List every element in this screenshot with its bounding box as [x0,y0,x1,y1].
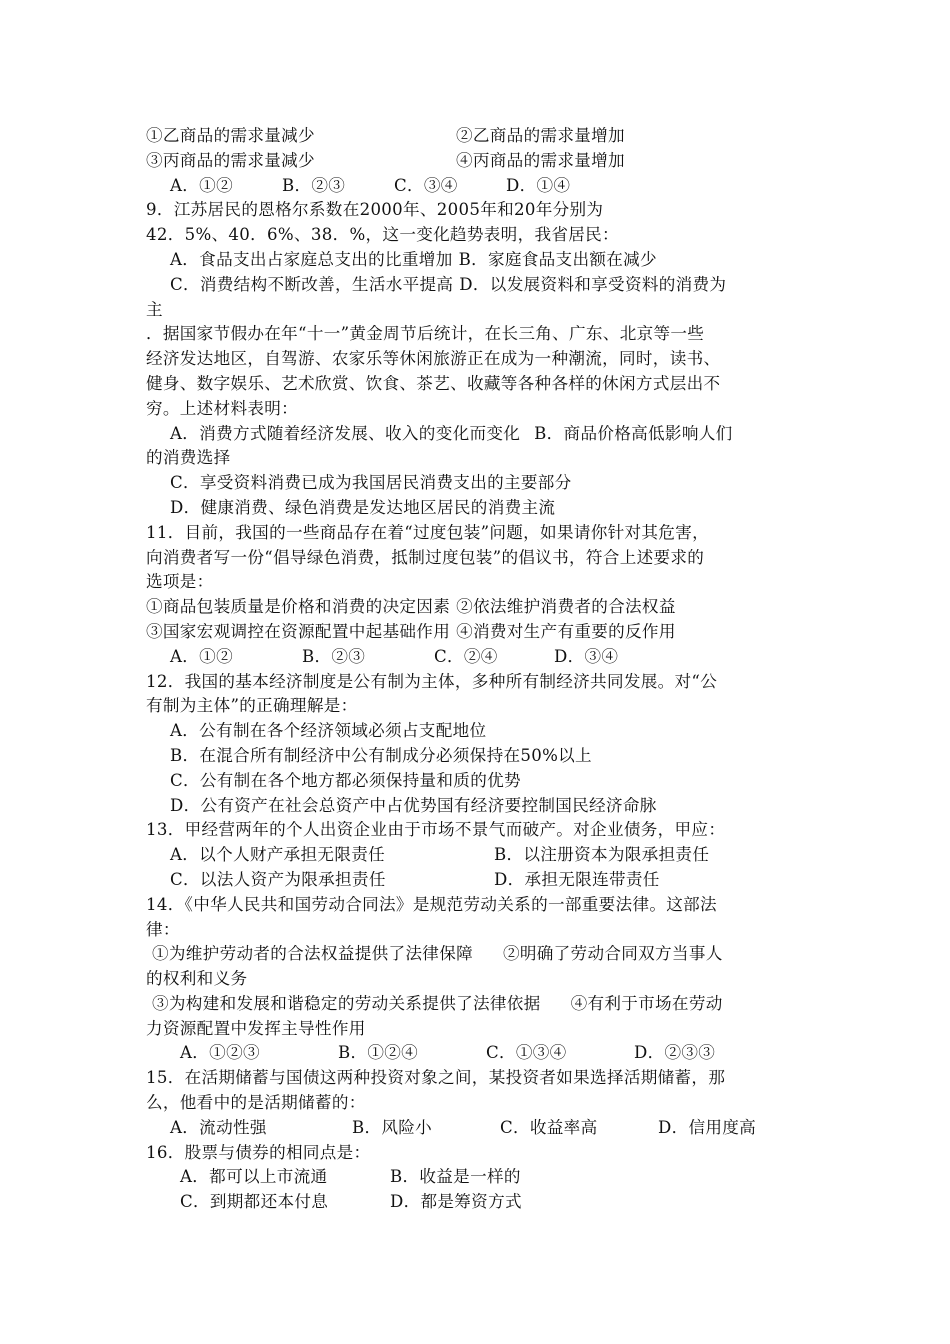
q10-option-b: B．商品价格高低影响人们 [534,423,733,443]
q11-option-2: ②依法维护消费者的合法权益 [456,597,676,617]
q9-stem-line2: 42．5%、40．6%、38．%，这一变化趋势表明，我省居民： [146,225,619,245]
q14-choice-d: D．②③③ [634,1043,716,1063]
q8-choice-d: D．①④ [506,175,571,195]
q14-choice-c: C．①③④ [486,1043,567,1063]
q16-option-b: B．收益是一样的 [390,1167,521,1187]
q14-option-1: ①为维护劳动者的合法权益提供了法律保障 [152,944,473,964]
q13-option-a: A．以个人财产承担无限责任 [170,845,386,865]
q15-choice-d: D．信用度高 [658,1117,757,1137]
q8-option-3: ③丙商品的需求量减少 [146,150,315,170]
q12-stem-line1: 12．我国的基本经济制度是公有制为主体，多种所有制经济共同发展。对“公 [146,671,718,691]
q8-option-2: ②乙商品的需求量增加 [456,126,625,145]
q8-choices [146,174,806,199]
q12-option-c: C．公有制在各个地方都必须保持量和质的优势 [170,770,521,790]
q13-stem: 13．甲经营两年的个人出资企业由于市场不景气而破产。对企业债务，甲应： [146,820,726,840]
q14-option-3: ③为构建和发展和谐稳定的劳动关系提供了法律依据 [152,993,541,1013]
q16-stem: 16．股票与债券的相同点是： [146,1142,371,1162]
q16-option-d: D．都是筹资方式 [390,1192,522,1212]
q11-option-3: ③国家宏观调控在资源配置中起基础作用 [146,621,451,641]
q9-option-d: D．以发展资料和享受资料的消费为 [459,274,727,294]
q15-choice-b: B．风险小 [352,1117,433,1137]
q11-option-1: ①商品包装质量是价格和消费的决定因素 [146,597,451,617]
q11-choice-d: D．③④ [554,646,619,666]
q8-options-row2 [146,149,806,174]
q16-options-row1 [146,1165,806,1190]
q9-options-row1 [146,248,806,273]
q9-option-b: B．家庭食品支出额在减少 [458,249,657,269]
q14-stem-line2: 律： [146,919,180,939]
q11-choice-b: B．②③ [302,646,366,666]
q16-option-c: C．到期都还本付息 [180,1192,329,1212]
q14-option-2: ②明确了劳动合同双方当事人 [502,944,723,964]
q15-choice-a: A．流动性强 [170,1117,267,1137]
q9-options-row2 [146,273,806,298]
q8-option-4: ④丙商品的需求量增加 [456,150,625,170]
q12-option-b: B．在混合所有制经济中公有制成分必须保持在50%以上 [170,745,592,765]
q10-stem-line4: 穷。上述材料表明： [146,398,299,418]
q11-option-4: ④消费对生产有重要的反作用 [456,621,676,641]
q10-option-a: A．消费方式随着经济发展、收入的变化而变化 [170,423,521,443]
q15-choice-c: C．收益率高 [500,1117,598,1137]
q12-stem-line2: 有制为主体”的正确理解是： [146,696,358,716]
q10-stem-line2: 经济发达地区，自驾游、农家乐等休闲旅游正在成为一种潮流，同时，读书、 [146,349,721,369]
q8-options-row1 [146,124,806,149]
q11-stem-line1: 11．目前，我国的一些商品存在着“过度包装”问题，如果请你针对其危害， [146,522,709,542]
q14-option-4-continued: 力资源配置中发挥主导性作用 [146,1018,366,1038]
q15-choices [146,1116,806,1141]
q10-option-b-continued: 的消费选择 [146,448,231,468]
q10-options-row1 [146,422,806,447]
q13-option-c: C．以法人资产为限承担责任 [170,869,386,889]
q8-choice-b: B．②③ [282,175,346,195]
q15-stem-line2: 么，他看中的是活期储蓄的： [146,1093,366,1113]
q11-options-row2 [146,620,806,645]
q10-stem-line1: ．据国家节假办在年“十一”黄金周节后统计，在长三角、广东、北京等一些 [146,324,705,344]
q9-option-c: C．消费结构不断改善，生活水平提高 [170,274,454,294]
q11-choices [146,645,806,670]
q10-stem-line3: 健身、数字娱乐、艺术欣赏、饮食、茶艺、收藏等各种各样的休闲方式层出不 [146,373,721,393]
q12-option-a: A．公有制在各个经济领域必须占支配地位 [170,721,487,741]
exam-text [146,124,806,1215]
q13-options-row1 [146,843,806,868]
q14-option-4: ④有利于市场在劳动 [570,993,723,1013]
q11-choice-a: A．①② [170,646,233,666]
q8-option-1: ①乙商品的需求量减少 [146,126,315,145]
q14-options-row1 [146,942,806,967]
q11-choice-c: C．②④ [434,646,498,666]
q11-stem-line2: 向消费者写一份“倡导绿色消费，抵制过度包装”的倡议书，符合上述要求的 [146,547,705,567]
q14-options-row2 [146,992,806,1017]
q14-choice-a: A．①②③ [180,1043,260,1063]
q9-stem-line1: 9．江苏居民的恩格尔系数在2000年、2005年和20年分别为 [146,200,604,220]
q9-option-a: A．食品支出占家庭总支出的比重增加 [170,249,453,269]
q10-option-d: D．健康消费、绿色消费是发达地区居民的消费主流 [170,497,556,517]
q16-options-row2 [146,1190,806,1215]
q13-options-row2 [146,868,806,893]
q13-option-d: D．承担无限连带责任 [494,869,660,889]
q12-option-d: D．公有资产在社会总资产中占优势国有经济要控制国民经济命脉 [170,795,657,815]
q11-stem-line3: 选项是： [146,572,214,592]
q14-choice-b: B．①②④ [338,1043,419,1063]
q14-choices [146,1041,806,1066]
q16-option-a: A．都可以上市流通 [180,1167,328,1187]
q8-choice-a: A．①② [170,175,233,195]
q14-stem-line1: 14．《中华人民共和国劳动合同法》是规范劳动关系的一部重要法律。这部法 [146,894,717,914]
q9-option-d-continued: 主 [146,299,163,319]
q11-options-row1 [146,595,806,620]
q13-option-b: B．以注册资本为限承担责任 [494,845,710,865]
q14-option-2-continued: 的权利和义务 [146,969,248,989]
q8-choice-c: C．③④ [394,175,458,195]
q10-option-c: C．享受资料消费已成为我国居民消费支出的主要部分 [170,473,572,493]
q15-stem-line1: 15．在活期储蓄与国债这两种投资对象之间，某投资者如果选择活期储蓄，那 [146,1068,726,1088]
